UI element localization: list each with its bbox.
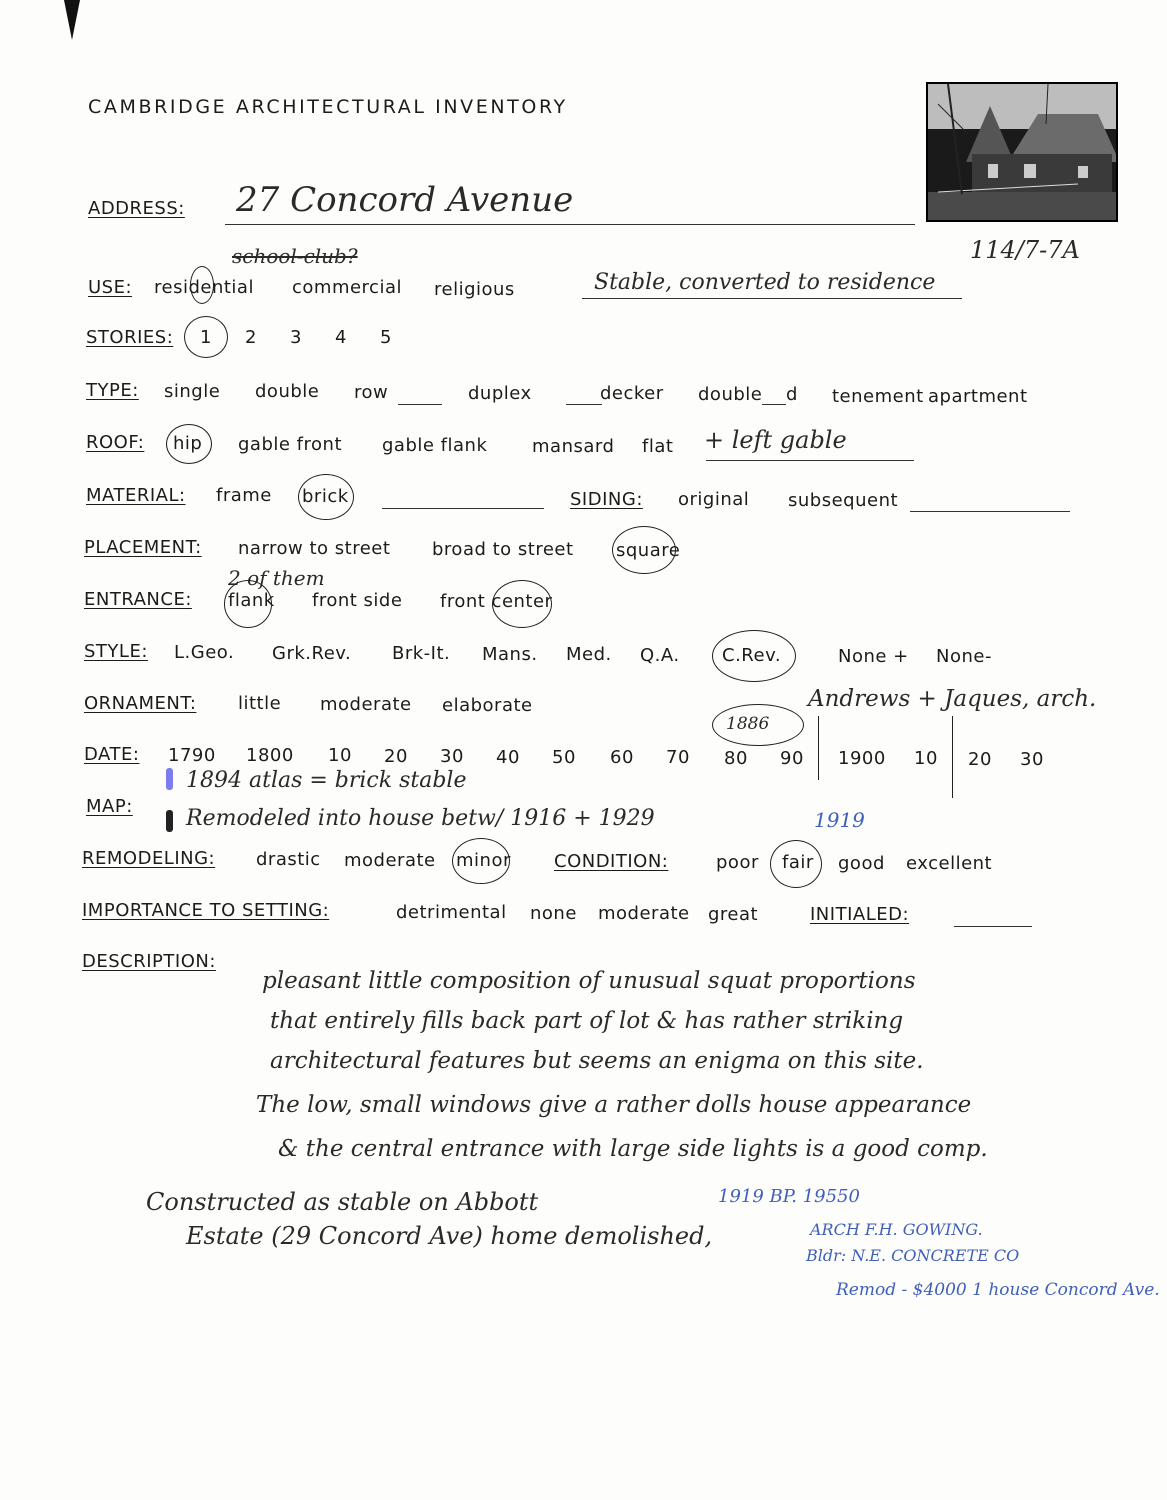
history-note-2: Estate (29 Concord Ave) home demolished, bbox=[186, 1222, 713, 1250]
type-option-d: d bbox=[786, 384, 798, 405]
type-option-double: double bbox=[255, 381, 320, 402]
type-option-duplex: duplex bbox=[468, 383, 532, 404]
style-option-mans: Mans. bbox=[482, 644, 538, 665]
placement-option-narrow: narrow to street bbox=[238, 538, 391, 559]
circle-mark bbox=[298, 474, 354, 520]
condition-label: CONDITION: bbox=[554, 851, 669, 872]
roof-option-gable-flank: gable flank bbox=[382, 435, 488, 456]
date-option-1800: 1800 bbox=[246, 745, 294, 766]
remodeling-label: REMODELING: bbox=[82, 848, 216, 869]
blank-line bbox=[382, 508, 544, 509]
history-note-1: Constructed as stable on Abbott bbox=[146, 1188, 539, 1216]
date-option-40: 40 bbox=[496, 747, 520, 768]
description-line-2: that entirely fills back part of lot & has rather striking bbox=[270, 1008, 904, 1034]
circle-mark bbox=[492, 580, 552, 628]
description-line-4: The low, small windows give a rather dolls house appearance bbox=[256, 1092, 972, 1118]
date-option-1930: 30 bbox=[1020, 749, 1044, 770]
type-option-decker: decker bbox=[600, 383, 664, 404]
style-option-med: Med. bbox=[566, 644, 612, 665]
entrance-option-front-center: front center bbox=[440, 591, 553, 612]
type-option-tenement: tenement bbox=[832, 386, 924, 407]
siding-label: SIDING: bbox=[570, 489, 643, 510]
stories-option-2: 2 bbox=[245, 327, 257, 348]
use-option-religious: religious bbox=[434, 279, 515, 300]
circle-mark bbox=[166, 424, 212, 464]
roof-option-flat: flat bbox=[642, 436, 674, 457]
date-option-60: 60 bbox=[610, 747, 634, 768]
architect-note: Andrews + Jaques, arch. bbox=[808, 686, 1097, 712]
address-label: ADDRESS: bbox=[88, 198, 185, 219]
style-option-brkit: Brk-It. bbox=[392, 643, 451, 664]
architect-blue-note: ARCH F.H. GOWING. bbox=[810, 1220, 983, 1239]
map-year: 1919 bbox=[814, 808, 865, 832]
stories-option-4: 4 bbox=[335, 327, 347, 348]
type-option-double-d: double bbox=[698, 384, 763, 405]
ornament-option-elaborate: elaborate bbox=[442, 695, 533, 716]
placement-label: PLACEMENT: bbox=[84, 537, 202, 558]
date-option-10: 10 bbox=[328, 745, 352, 766]
date-option-1910: 10 bbox=[914, 748, 938, 769]
material-label: MATERIAL: bbox=[86, 485, 186, 506]
tick-mark bbox=[952, 716, 953, 798]
address-value: 27 Concord Avenue bbox=[236, 180, 574, 220]
circle-mark bbox=[452, 838, 510, 884]
importance-option-moderate: moderate bbox=[598, 903, 690, 924]
type-option-row: row bbox=[354, 382, 389, 403]
description-line-3: architectural features but seems an enigma on this site. bbox=[270, 1048, 924, 1074]
material-option-brick: brick bbox=[302, 486, 349, 507]
date-option-1920: 20 bbox=[968, 749, 992, 770]
entrance-label: ENTRANCE: bbox=[84, 589, 192, 610]
circle-mark bbox=[190, 266, 214, 304]
style-option-none-minus: None- bbox=[936, 646, 992, 667]
importance-option-great: great bbox=[708, 904, 759, 925]
style-option-grkrev: Grk.Rev. bbox=[272, 643, 352, 664]
highlight-mark bbox=[166, 810, 173, 832]
description-line-5: & the central entrance with large side lights is a good comp. bbox=[278, 1136, 988, 1162]
blank-line bbox=[910, 511, 1070, 512]
map-note-1: 1894 atlas = brick stable bbox=[186, 768, 467, 793]
placement-option-square: square bbox=[616, 540, 681, 561]
importance-option-none: none bbox=[530, 903, 577, 924]
ornament-option-moderate: moderate bbox=[320, 694, 412, 715]
style-option-crev: C.Rev. bbox=[722, 645, 782, 666]
use-description: Stable, converted to residence bbox=[594, 270, 936, 295]
date-option-20: 20 bbox=[384, 746, 408, 767]
roof-option-mansard: mansard bbox=[532, 436, 615, 457]
stories-label: STORIES: bbox=[86, 327, 174, 348]
remodeling-option-moderate: moderate bbox=[344, 850, 436, 871]
date-label: DATE: bbox=[84, 744, 140, 765]
importance-option-detrimental: detrimental bbox=[396, 902, 507, 923]
use-note: school-club? bbox=[232, 244, 358, 268]
use-option-commercial: commercial bbox=[292, 277, 402, 298]
blank-line bbox=[954, 926, 1032, 927]
date-option-90: 90 bbox=[780, 748, 804, 769]
circle-mark bbox=[712, 630, 796, 682]
circle-mark bbox=[612, 526, 676, 574]
siding-option-original: original bbox=[678, 489, 750, 510]
use-label: USE: bbox=[88, 277, 133, 298]
circle-mark bbox=[224, 580, 272, 628]
date-year-note: 1886 bbox=[726, 714, 770, 734]
circle-mark bbox=[712, 704, 804, 746]
style-option-qa: Q.A. bbox=[640, 645, 680, 666]
permit-note: 1919 BP. 19550 bbox=[718, 1186, 860, 1207]
entrance-option-flank: flank bbox=[228, 590, 275, 611]
remodeling-option-drastic: drastic bbox=[256, 849, 321, 870]
use-line bbox=[582, 298, 962, 299]
entrance-note: 2 of them bbox=[228, 566, 325, 590]
type-option-apartment: apartment bbox=[928, 386, 1028, 407]
address-line bbox=[225, 224, 915, 225]
highlight-mark bbox=[166, 768, 173, 790]
material-option-frame: frame bbox=[216, 485, 272, 506]
initialed-label: INITIALED: bbox=[810, 904, 910, 925]
condition-option-fair: fair bbox=[782, 852, 814, 873]
roof-note: + left gable bbox=[704, 426, 847, 454]
map-note-2: Remodeled into house betw/ 1916 + 1929 bbox=[186, 806, 655, 831]
condition-option-poor: poor bbox=[716, 852, 759, 873]
style-option-none-plus: None + bbox=[838, 646, 909, 667]
stories-option-1: 1 bbox=[200, 327, 212, 348]
ref-number: 114/7-7A bbox=[970, 236, 1080, 264]
house-photo bbox=[926, 82, 1118, 222]
form-title: CAMBRIDGE ARCHITECTURAL INVENTORY bbox=[88, 96, 568, 118]
blank-line bbox=[706, 460, 914, 461]
builder-note: Bldr: N.E. CONCRETE CO bbox=[806, 1246, 1020, 1265]
use-option-residential: residential bbox=[154, 277, 254, 298]
blank-line bbox=[398, 404, 442, 405]
description-line-1: pleasant little composition of unusual squat proportions bbox=[262, 968, 916, 994]
circle-mark bbox=[770, 840, 822, 888]
roof-option-gable-front: gable front bbox=[238, 434, 342, 455]
ornament-label: ORNAMENT: bbox=[84, 693, 197, 714]
remodel-cost-note: Remod - $4000 1 house Concord Ave. bbox=[836, 1280, 1160, 1300]
stories-option-5: 5 bbox=[380, 327, 392, 348]
description-label: DESCRIPTION: bbox=[82, 951, 216, 972]
corner-mark bbox=[64, 0, 80, 40]
importance-label: IMPORTANCE TO SETTING: bbox=[82, 900, 330, 921]
stories-option-3: 3 bbox=[290, 327, 302, 348]
map-label: MAP: bbox=[86, 796, 133, 817]
roof-option-hip: hip bbox=[173, 433, 203, 454]
ornament-option-little: little bbox=[238, 693, 282, 714]
tick-mark bbox=[818, 716, 819, 780]
condition-option-good: good bbox=[838, 853, 885, 874]
siding-option-subsequent: subsequent bbox=[788, 490, 899, 511]
style-label: STYLE: bbox=[84, 641, 148, 662]
blank-line bbox=[566, 404, 602, 405]
date-option-30: 30 bbox=[440, 746, 464, 767]
condition-option-excellent: excellent bbox=[906, 853, 993, 874]
blank-line bbox=[762, 404, 786, 405]
type-option-single: single bbox=[164, 381, 221, 402]
remodeling-option-minor: minor bbox=[456, 850, 511, 871]
date-option-80: 80 bbox=[724, 748, 748, 769]
type-label: TYPE: bbox=[86, 380, 139, 401]
date-option-50: 50 bbox=[552, 747, 576, 768]
date-option-1790: 1790 bbox=[168, 745, 216, 766]
roof-label: ROOF: bbox=[86, 432, 145, 453]
entrance-option-front-side: front side bbox=[312, 590, 403, 611]
circle-mark bbox=[184, 316, 228, 358]
date-option-70: 70 bbox=[666, 747, 690, 768]
placement-option-broad: broad to street bbox=[432, 539, 574, 560]
date-option-1900: 1900 bbox=[838, 748, 886, 769]
style-option-lgeo: L.Geo. bbox=[174, 642, 235, 663]
